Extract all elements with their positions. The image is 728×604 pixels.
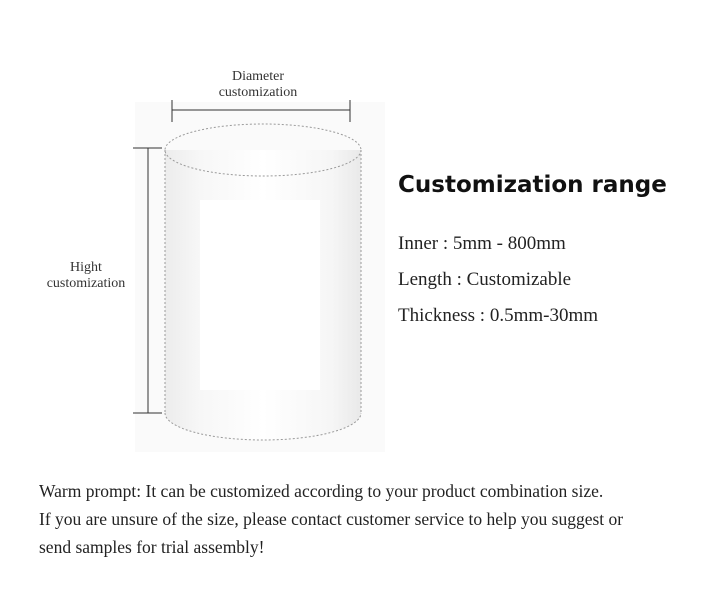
spec-thickness: Thickness : 0.5mm-30mm (398, 305, 599, 326)
warm-prompt (39, 477, 709, 561)
spec-length: Length : Customizable (398, 269, 572, 290)
height-label (26, 260, 146, 292)
height-label-line-1: Hight (70, 260, 102, 275)
warm-prompt-line-1: Warm prompt: It can be customized according to your product combination size. (39, 481, 604, 501)
spec-inner: Inner : 5mm - 800mm (398, 233, 566, 254)
tube-highlight (200, 200, 320, 390)
spec-title: Customization range (398, 172, 667, 198)
warm-prompt-line-3: send samples for trial assembly! (39, 537, 265, 557)
diameter-label-line-1: Diameter (231, 69, 285, 84)
warm-prompt-line-2: If you are unsure of the size, please contact customer service to help you suggest or (39, 509, 624, 529)
height-label-line-2: customization (46, 276, 126, 291)
diameter-label (198, 69, 318, 101)
diameter-label-line-2: customization (218, 85, 298, 100)
